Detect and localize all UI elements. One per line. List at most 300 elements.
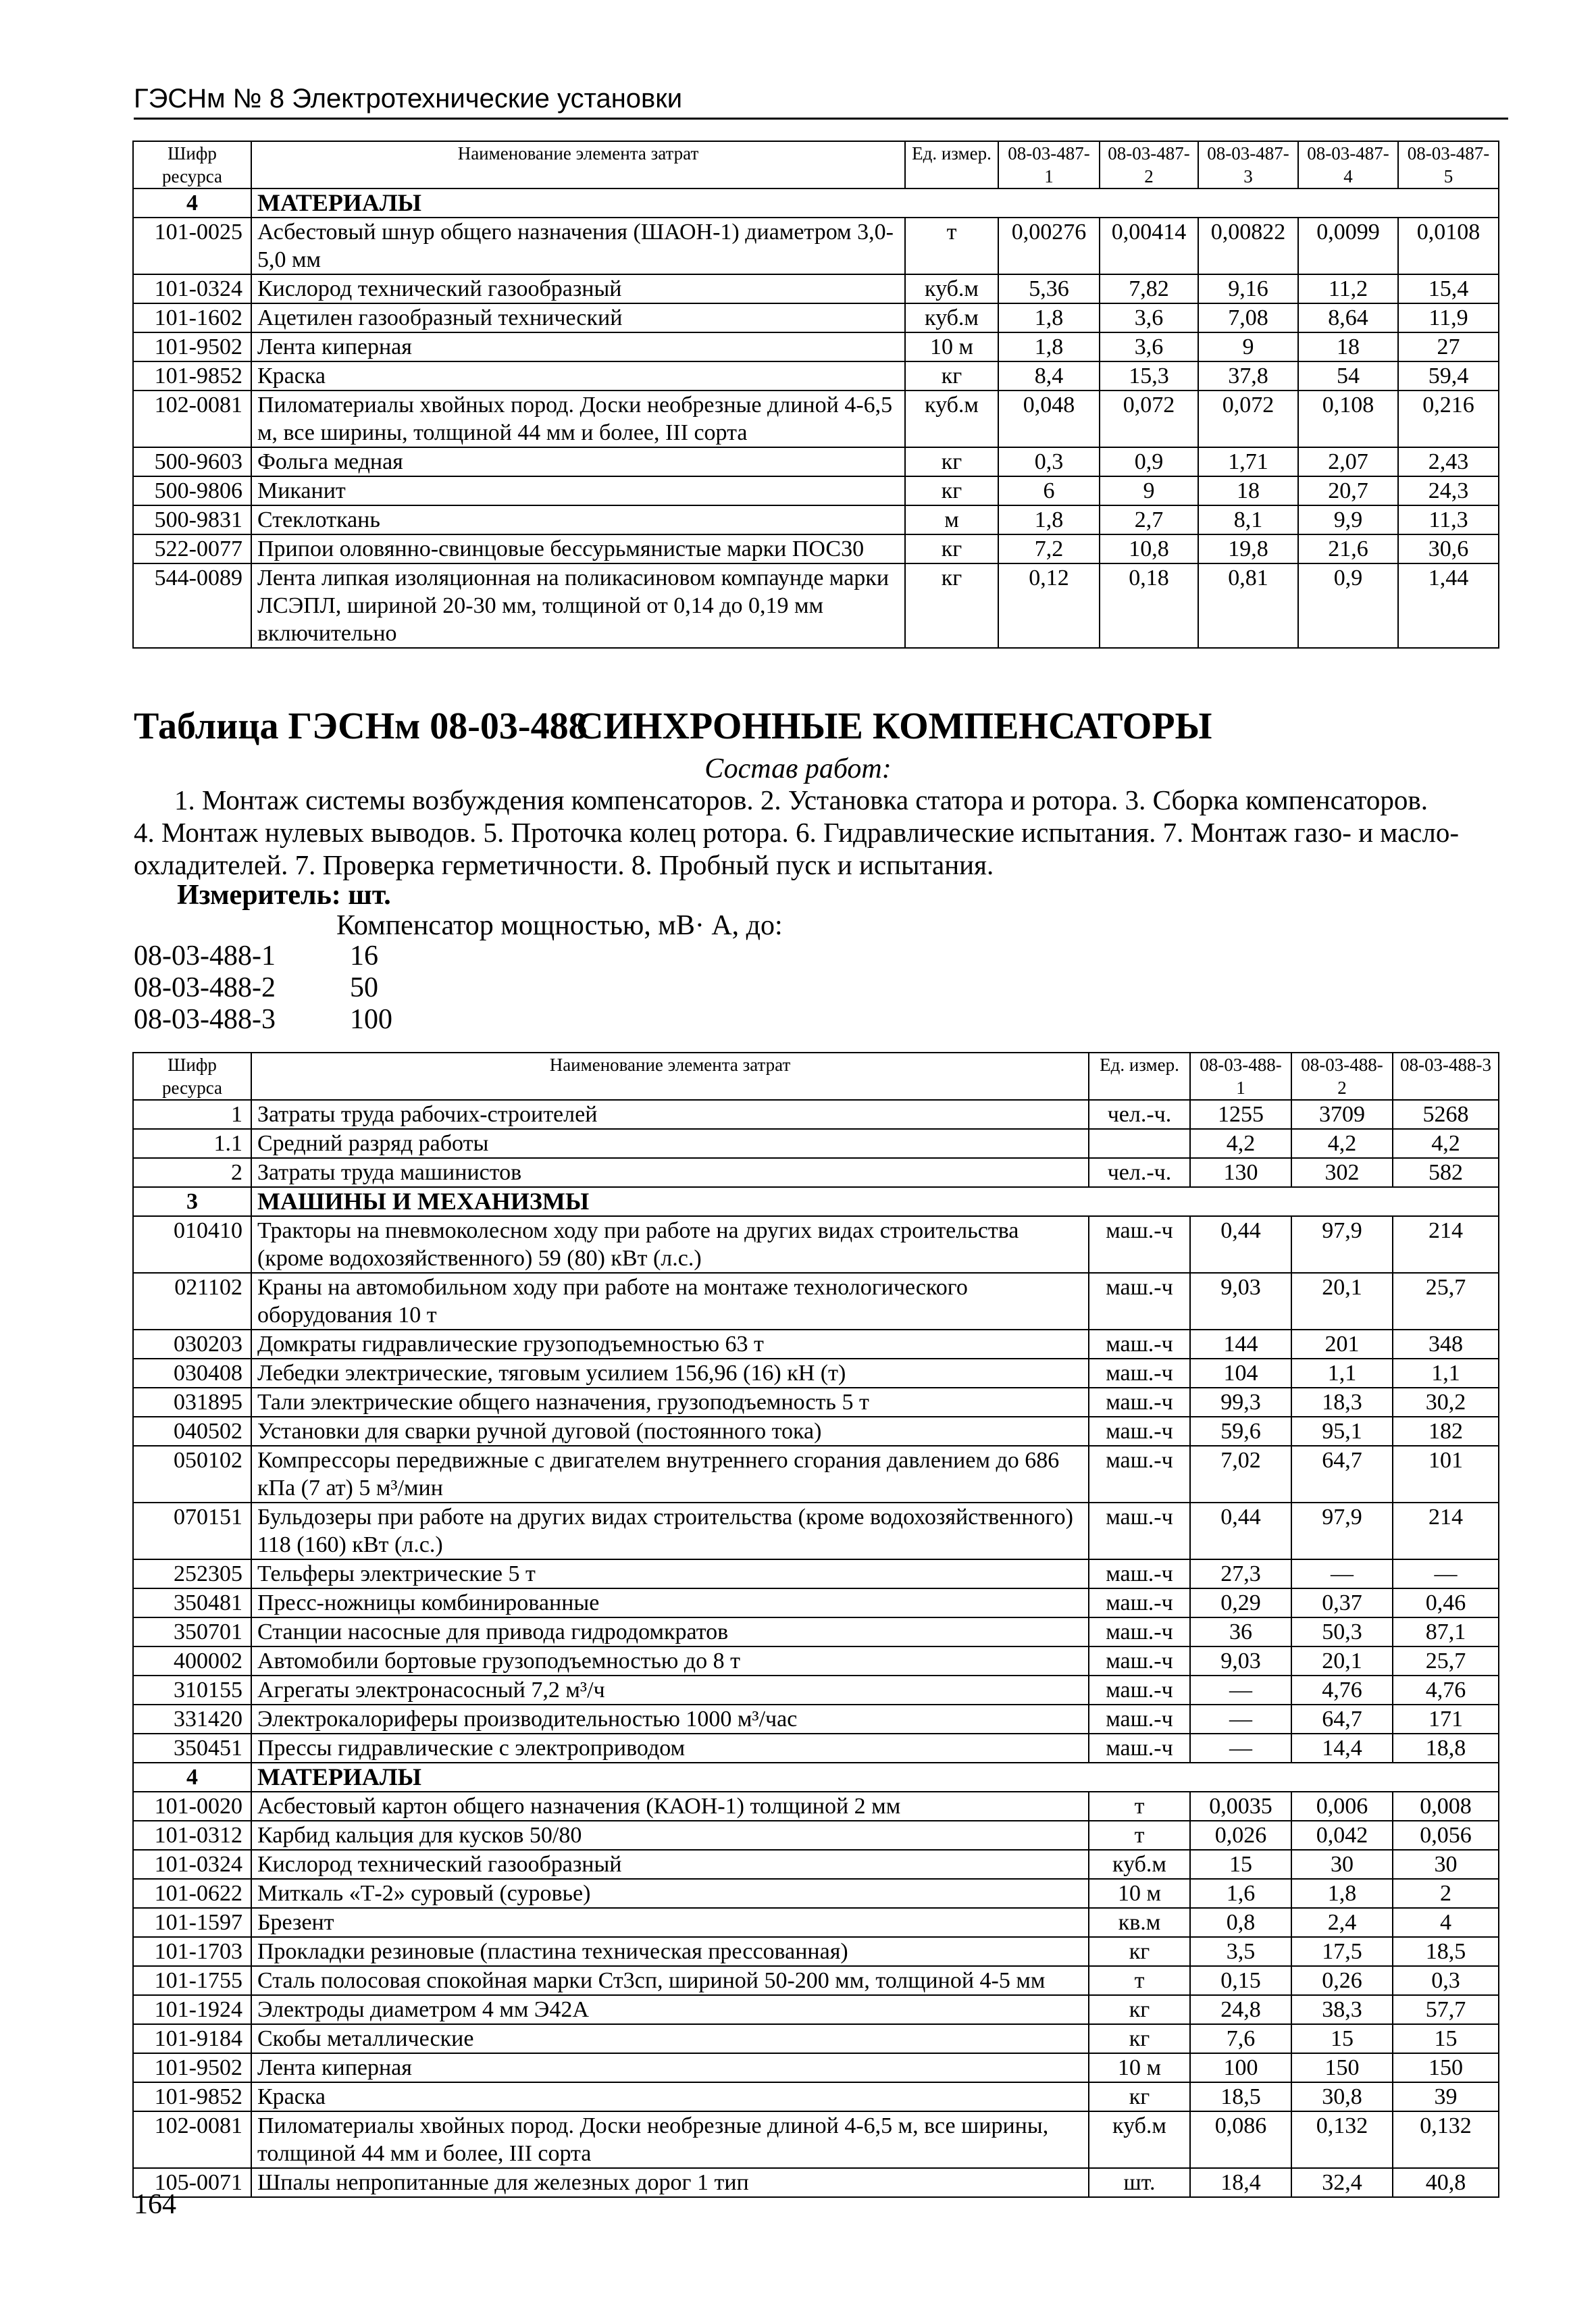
value-cell: 21,6 — [1298, 534, 1398, 563]
table-header-row — [133, 141, 1499, 188]
resource-name: Фольга медная — [251, 447, 905, 476]
value-cell: 19,8 — [1198, 534, 1298, 563]
table-row — [133, 1995, 1499, 2024]
work-line: 4. Монтаж нулевых выводов. 5. Проточка колец ротора. 6. Гидравлические испытания. 7. Монтаж газо- и масло- — [134, 817, 1459, 848]
resource-code: 101-0324 — [133, 274, 251, 303]
value-cell: 0,00414 — [1100, 218, 1198, 274]
resource-code: 2 — [133, 1158, 251, 1187]
value-cell: 9,03 — [1190, 1646, 1291, 1676]
unit: т — [1089, 1821, 1190, 1850]
value-cell: 130 — [1190, 1158, 1291, 1187]
table-row — [133, 1417, 1499, 1446]
resource-code: 030203 — [133, 1330, 251, 1359]
resource-code: 1 — [133, 1100, 251, 1129]
resource-name: Домкраты гидравлические грузоподъемностью 63 т — [251, 1330, 1089, 1359]
work-composition-title: Состав работ: — [704, 753, 892, 784]
resource-name: Асбестовый картон общего назначения (КАОН-1) толщиной 2 мм — [251, 1792, 1089, 1821]
table-row — [133, 391, 1499, 447]
value-cell: 95,1 — [1291, 1417, 1393, 1446]
resource-code: 350701 — [133, 1617, 251, 1646]
value-cell: 3709 — [1291, 1100, 1393, 1129]
unit: куб.м — [905, 303, 998, 332]
value-cell: 2,07 — [1298, 447, 1398, 476]
value-cell: 18 — [1298, 332, 1398, 361]
unit: маш.-ч — [1089, 1417, 1190, 1446]
resource-code: 252305 — [133, 1559, 251, 1588]
resource-code: 400002 — [133, 1646, 251, 1676]
value-cell: 18,8 — [1393, 1734, 1499, 1763]
resource-code: 101-1755 — [133, 1966, 251, 1995]
value-cell: 5268 — [1393, 1100, 1499, 1129]
resource-code: 310155 — [133, 1676, 251, 1705]
value-cell: 0,8 — [1190, 1908, 1291, 1937]
resource-name: Затраты труда рабочих-строителей — [251, 1100, 1089, 1129]
table-row — [133, 1559, 1499, 1588]
value-cell: 1,8 — [998, 505, 1100, 534]
resource-name: Припои оловянно-свинцовые бессурьмянистые марки ПОС30 — [251, 534, 905, 563]
value-cell: 15,3 — [1100, 361, 1198, 391]
value-cell: — — [1393, 1559, 1499, 1588]
header-col-2: 08-03-488-2 — [1291, 1053, 1393, 1100]
header-col-4: 08-03-487-4 — [1298, 141, 1398, 188]
resource-code: 350451 — [133, 1734, 251, 1763]
value-cell: 18,3 — [1291, 1388, 1393, 1417]
value-cell: 30,8 — [1291, 2082, 1393, 2111]
value-cell: 0,072 — [1100, 391, 1198, 447]
resource-name: Пиломатериалы хвойных пород. Доски необрезные длиной 4-6,5 м, все ширины, толщиной 44 мм и более, III сорта — [251, 2111, 1089, 2168]
table-row — [133, 1273, 1499, 1330]
resource-code: 101-9184 — [133, 2024, 251, 2053]
resource-name: Лебедки электрические, тяговым усилием 156,96 (16) кН (т) — [251, 1359, 1089, 1388]
variant-value: 16 — [350, 940, 378, 972]
variant-value: 100 — [350, 1004, 392, 1035]
value-cell: 0,18 — [1100, 563, 1198, 648]
header-col-1: 08-03-487-1 — [998, 141, 1100, 188]
table-name: СИНХРОННЫЕ КОМПЕНСАТОРЫ — [576, 705, 1212, 747]
value-cell: 2,7 — [1100, 505, 1198, 534]
resource-code: 070151 — [133, 1503, 251, 1559]
header-col-1: 08-03-488-1 — [1190, 1053, 1291, 1100]
resource-code: 010410 — [133, 1216, 251, 1273]
resource-code: 500-9831 — [133, 505, 251, 534]
value-cell: 50,3 — [1291, 1617, 1393, 1646]
table-row — [133, 1821, 1499, 1850]
value-cell: 15,4 — [1398, 274, 1499, 303]
section-number: 4 — [133, 188, 251, 218]
unit: маш.-ч — [1089, 1330, 1190, 1359]
unit: маш.-ч — [1089, 1359, 1190, 1388]
variant-code: 08-03-488-3 — [134, 1004, 276, 1035]
unit: кв.м — [1089, 1908, 1190, 1937]
unit: куб.м — [905, 391, 998, 447]
value-cell: 0,056 — [1393, 1821, 1499, 1850]
value-cell: 0,008 — [1393, 1792, 1499, 1821]
value-cell: 0,15 — [1190, 1966, 1291, 1995]
value-cell: 32,4 — [1291, 2168, 1393, 2197]
table-row — [133, 476, 1499, 505]
work-line: охладителей. 7. Проверка герметичности. 8. Пробный пуск и испытания. — [134, 849, 994, 880]
value-cell: 37,8 — [1198, 361, 1298, 391]
table-row — [133, 2082, 1499, 2111]
section-number: 4 — [133, 1763, 251, 1792]
resource-code: 101-0622 — [133, 1879, 251, 1908]
section-title: МАТЕРИАЛЫ — [251, 1763, 1499, 1792]
unit: куб.м — [905, 274, 998, 303]
unit: м — [905, 505, 998, 534]
value-cell: 57,7 — [1393, 1995, 1499, 2024]
unit: 10 м — [1089, 2053, 1190, 2082]
unit: куб.м — [1089, 2111, 1190, 2168]
value-cell: 25,7 — [1393, 1273, 1499, 1330]
value-cell: 0,006 — [1291, 1792, 1393, 1821]
unit: т — [905, 218, 998, 274]
value-cell: 0,132 — [1291, 2111, 1393, 2168]
unit: чел.-ч. — [1089, 1158, 1190, 1187]
value-cell: 3,6 — [1100, 303, 1198, 332]
resource-name: Агрегаты электронасосный 7,2 м³/ч — [251, 1676, 1089, 1705]
resource-name: Стеклоткань — [251, 505, 905, 534]
value-cell: 5,36 — [998, 274, 1100, 303]
table-row — [133, 1908, 1499, 1937]
value-cell: 150 — [1393, 2053, 1499, 2082]
table-row — [133, 1676, 1499, 1705]
resource-name: Брезент — [251, 1908, 1089, 1937]
resource-name: Лента киперная — [251, 2053, 1089, 2082]
value-cell: 4,2 — [1393, 1129, 1499, 1158]
value-cell: 20,1 — [1291, 1646, 1393, 1676]
resource-name: Миканит — [251, 476, 905, 505]
unit: т — [1089, 1966, 1190, 1995]
resource-code: 101-1597 — [133, 1908, 251, 1937]
value-cell: 1,1 — [1291, 1359, 1393, 1388]
value-cell: 9,03 — [1190, 1273, 1291, 1330]
header-code: Шифр ресурса — [133, 1053, 251, 1100]
table-row — [133, 2111, 1499, 2168]
value-cell: 2,43 — [1398, 447, 1499, 476]
value-cell: 1,44 — [1398, 563, 1499, 648]
table-row — [133, 303, 1499, 332]
value-cell: 0,26 — [1291, 1966, 1393, 1995]
table-title — [134, 703, 1212, 750]
table-row — [133, 1705, 1499, 1734]
table-row — [133, 534, 1499, 563]
resource-code: 102-0081 — [133, 2111, 251, 2168]
resource-name: Кислород технический газообразный — [251, 274, 905, 303]
unit: маш.-ч — [1089, 1676, 1190, 1705]
value-cell: 27,3 — [1190, 1559, 1291, 1588]
value-cell: 24,8 — [1190, 1995, 1291, 2024]
table-row — [133, 1792, 1499, 1821]
value-cell: 8,4 — [998, 361, 1100, 391]
variant-code: 08-03-488-2 — [134, 972, 276, 1003]
unit: 10 м — [905, 332, 998, 361]
unit: чел.-ч. — [1089, 1100, 1190, 1129]
value-cell: 0,9 — [1100, 447, 1198, 476]
unit: кг — [1089, 2082, 1190, 2111]
value-cell: 0,216 — [1398, 391, 1499, 447]
variant-row — [134, 1003, 392, 1036]
value-cell: 201 — [1291, 1330, 1393, 1359]
value-cell: 104 — [1190, 1359, 1291, 1388]
value-cell: 7,08 — [1198, 303, 1298, 332]
unit: маш.-ч — [1089, 1588, 1190, 1617]
value-cell: 39 — [1393, 2082, 1499, 2111]
table-row — [133, 1588, 1499, 1617]
value-cell: 0,44 — [1190, 1216, 1291, 1273]
value-cell: 7,2 — [998, 534, 1100, 563]
value-cell: 2 — [1393, 1879, 1499, 1908]
value-cell: 101 — [1393, 1446, 1499, 1503]
resource-code: 101-0324 — [133, 1850, 251, 1879]
value-cell: 59,4 — [1398, 361, 1499, 391]
table-row — [133, 505, 1499, 534]
value-cell: 0,048 — [998, 391, 1100, 447]
value-cell: 64,7 — [1291, 1705, 1393, 1734]
unit: маш.-ч — [1089, 1273, 1190, 1330]
value-cell: 171 — [1393, 1705, 1499, 1734]
materials-table-487 — [132, 141, 1499, 649]
table-header-row — [133, 1053, 1499, 1100]
unit: кг — [1089, 1995, 1190, 2024]
value-cell: 0,3 — [998, 447, 1100, 476]
header-col-3: 08-03-487-3 — [1198, 141, 1298, 188]
resource-code: 101-1924 — [133, 1995, 251, 2024]
table-row — [133, 274, 1499, 303]
resource-code: 544-0089 — [133, 563, 251, 648]
unit: маш.-ч — [1089, 1705, 1190, 1734]
meter-label: Измеритель: шт. — [177, 880, 391, 911]
resource-name: Лента киперная — [251, 332, 905, 361]
header-code: Шифр ресурса — [133, 141, 251, 188]
value-cell: 20,1 — [1291, 1273, 1393, 1330]
table-row — [133, 1503, 1499, 1559]
value-cell: 17,5 — [1291, 1937, 1393, 1966]
value-cell: 0,37 — [1291, 1588, 1393, 1617]
unit: маш.-ч — [1089, 1388, 1190, 1417]
value-cell: 24,3 — [1398, 476, 1499, 505]
resource-code: 021102 — [133, 1273, 251, 1330]
value-cell: 97,9 — [1291, 1503, 1393, 1559]
resource-name: Средний разряд работы — [251, 1129, 1089, 1158]
resource-name: Бульдозеры при работе на других видах строительства (кроме водохозяйственного) 118 (160) кВт (л.с.) — [251, 1503, 1089, 1559]
value-cell: 0,00822 — [1198, 218, 1298, 274]
value-cell: 0,12 — [998, 563, 1100, 648]
value-cell: 144 — [1190, 1330, 1291, 1359]
value-cell: 30 — [1291, 1850, 1393, 1879]
unit: кг — [905, 534, 998, 563]
value-cell: 11,3 — [1398, 505, 1499, 534]
value-cell: 9 — [1198, 332, 1298, 361]
resource-name: Установки для сварки ручной дуговой (постоянного тока) — [251, 1417, 1089, 1446]
resource-code: 101-9852 — [133, 361, 251, 391]
table-row — [133, 1734, 1499, 1763]
resource-name: Шпалы непропитанные для железных дорог 1 тип — [251, 2168, 1089, 2197]
value-cell: 2,4 — [1291, 1908, 1393, 1937]
value-cell: 30,6 — [1398, 534, 1499, 563]
value-cell: 150 — [1291, 2053, 1393, 2082]
value-cell: 40,8 — [1393, 2168, 1499, 2197]
unit: маш.-ч — [1089, 1503, 1190, 1559]
table-row — [133, 1388, 1499, 1417]
value-cell: 59,6 — [1190, 1417, 1291, 1446]
resource-code: 101-9502 — [133, 2053, 251, 2082]
unit: маш.-ч — [1089, 1646, 1190, 1676]
resources-table-488 — [132, 1052, 1499, 2198]
value-cell: 30,2 — [1393, 1388, 1499, 1417]
value-cell: 582 — [1393, 1158, 1499, 1187]
value-cell: 1,1 — [1393, 1359, 1499, 1388]
resource-name: Лента липкая изоляционная на поликасиновом компаунде марки ЛСЭПЛ, шириной 20-30 мм, толщиной от 0,14 до 0,19 мм включительно — [251, 563, 905, 648]
variant-code: 08-03-488-1 — [134, 940, 276, 972]
resource-name: Прессы гидравлические с электроприводом — [251, 1734, 1089, 1763]
value-cell: 0,46 — [1393, 1588, 1499, 1617]
resource-name: Автомобили бортовые грузоподъемностью до 8 т — [251, 1646, 1089, 1676]
value-cell: 36 — [1190, 1617, 1291, 1646]
value-cell: 214 — [1393, 1216, 1499, 1273]
table-row — [133, 1446, 1499, 1503]
resource-name: Тельферы электрические 5 т — [251, 1559, 1089, 1588]
resource-name: Кислород технический газообразный — [251, 1850, 1089, 1879]
table-code: Таблица ГЭСНм 08-03-488 — [134, 705, 588, 747]
value-cell: 99,3 — [1190, 1388, 1291, 1417]
table-row — [133, 2168, 1499, 2197]
unit: кг — [1089, 2024, 1190, 2053]
resource-code: 101-0312 — [133, 1821, 251, 1850]
table-row — [133, 447, 1499, 476]
resource-name: Затраты труда машинистов — [251, 1158, 1089, 1187]
header-unit: Ед. измер. — [905, 141, 998, 188]
resource-name: Электрокалориферы производительностью 1000 м³/час — [251, 1705, 1089, 1734]
unit: маш.-ч — [1089, 1559, 1190, 1588]
section-title: МАТЕРИАЛЫ — [251, 188, 1499, 218]
value-cell: 64,7 — [1291, 1446, 1393, 1503]
header-col-3: 08-03-488-3 — [1393, 1053, 1499, 1100]
resource-name: Краны на автомобильном ходу при работе на монтаже технологического оборудования 10 т — [251, 1273, 1089, 1330]
value-cell: 0,44 — [1190, 1503, 1291, 1559]
resource-name: Краска — [251, 361, 905, 391]
unit: маш.-ч — [1089, 1446, 1190, 1503]
table-row — [133, 563, 1499, 648]
table-row — [133, 1879, 1499, 1908]
value-cell: 9 — [1100, 476, 1198, 505]
value-cell: 6 — [998, 476, 1100, 505]
table-row — [133, 332, 1499, 361]
value-cell: 3,6 — [1100, 332, 1198, 361]
value-cell: 0,00276 — [998, 218, 1100, 274]
value-cell: 1,8 — [998, 332, 1100, 361]
resource-code: 101-1602 — [133, 303, 251, 332]
value-cell: 1,8 — [1291, 1879, 1393, 1908]
resource-name: Сталь полосовая спокойная марки Ст3сп, шириной 50-200 мм, толщиной 4-5 мм — [251, 1966, 1089, 1995]
header-col-5: 08-03-487-5 — [1398, 141, 1499, 188]
table-row — [133, 1100, 1499, 1129]
resource-code: 101-0020 — [133, 1792, 251, 1821]
table-row — [133, 1617, 1499, 1646]
value-cell: 182 — [1393, 1417, 1499, 1446]
value-cell: 4 — [1393, 1908, 1499, 1937]
resource-code: 500-9806 — [133, 476, 251, 505]
resource-name: Электроды диаметром 4 мм Э42А — [251, 1995, 1089, 2024]
unit: куб.м — [1089, 1850, 1190, 1879]
resource-name: Компрессоры передвижные с двигателем внутреннего сгорания давлением до 686 кПа (7 ат) 5 м³/мин — [251, 1446, 1089, 1503]
resource-name: Миткаль «Т-2» суровый (суровье) — [251, 1879, 1089, 1908]
unit: маш.-ч — [1089, 1617, 1190, 1646]
value-cell: 0,072 — [1198, 391, 1298, 447]
resource-code: 101-9502 — [133, 332, 251, 361]
value-cell: 18,5 — [1393, 1937, 1499, 1966]
resource-name: Тракторы на пневмоколесном ходу при работе на других видах строительства (кроме водохозяйственного) 59 (80) кВт (л.с.) — [251, 1216, 1089, 1273]
resource-code: 101-1703 — [133, 1937, 251, 1966]
value-cell: 0,3 — [1393, 1966, 1499, 1995]
resource-name: Пиломатериалы хвойных пород. Доски необрезные длиной 4-6,5 м, все ширины, толщиной 44 мм и более, III сорта — [251, 391, 905, 447]
compensator-label: Компенсатор мощностью, мВ· А, до: — [336, 910, 783, 941]
table-row — [133, 361, 1499, 391]
section-row — [133, 188, 1499, 218]
value-cell: 11,9 — [1398, 303, 1499, 332]
resource-name: Станции насосные для привода гидродомкратов — [251, 1617, 1089, 1646]
unit: кг — [905, 447, 998, 476]
resource-code: 050102 — [133, 1446, 251, 1503]
work-composition-text — [134, 784, 1499, 881]
value-cell: 1,8 — [998, 303, 1100, 332]
value-cell: 0,026 — [1190, 1821, 1291, 1850]
value-cell: 27 — [1398, 332, 1499, 361]
table-row — [133, 1646, 1499, 1676]
resource-name: Карбид кальция для кусков 50/80 — [251, 1821, 1089, 1850]
unit: т — [1089, 1792, 1190, 1821]
value-cell: — — [1190, 1734, 1291, 1763]
unit: шт. — [1089, 2168, 1190, 2197]
value-cell: 8,1 — [1198, 505, 1298, 534]
resource-code: 030408 — [133, 1359, 251, 1388]
value-cell: 1,71 — [1198, 447, 1298, 476]
value-cell: 0,81 — [1198, 563, 1298, 648]
resource-code: 1.1 — [133, 1129, 251, 1158]
resource-code: 500-9603 — [133, 447, 251, 476]
unit: кг — [1089, 1937, 1190, 1966]
value-cell: 7,82 — [1100, 274, 1198, 303]
resource-name: Прокладки резиновые (пластина техническая прессованная) — [251, 1937, 1089, 1966]
value-cell: 20,7 — [1298, 476, 1398, 505]
section-title: МАШИНЫ И МЕХАНИЗМЫ — [251, 1187, 1499, 1216]
value-cell: 15 — [1190, 1850, 1291, 1879]
page-number: 164 — [134, 2189, 176, 2220]
table-row — [133, 1850, 1499, 1879]
value-cell: 1,6 — [1190, 1879, 1291, 1908]
unit: кг — [905, 476, 998, 505]
unit: кг — [905, 361, 998, 391]
variant-row — [134, 971, 378, 1005]
value-cell: 0,0099 — [1298, 218, 1398, 274]
table-row — [133, 1966, 1499, 1995]
value-cell: 38,3 — [1291, 1995, 1393, 2024]
value-cell: 0,29 — [1190, 1588, 1291, 1617]
value-cell: 0,0108 — [1398, 218, 1499, 274]
value-cell: 348 — [1393, 1330, 1499, 1359]
table-row — [133, 1216, 1499, 1273]
table-row — [133, 1129, 1499, 1158]
header-name: Наименование элемента затрат — [251, 1053, 1089, 1100]
section-row — [133, 1763, 1499, 1792]
value-cell: 9,16 — [1198, 274, 1298, 303]
running-header: ГЭСНм № 8 Электротехнические установки — [134, 80, 1508, 120]
unit: маш.-ч — [1089, 1216, 1190, 1273]
table-row — [133, 1937, 1499, 1966]
value-cell: 0,042 — [1291, 1821, 1393, 1850]
resource-code: 522-0077 — [133, 534, 251, 563]
value-cell: 4,2 — [1291, 1129, 1393, 1158]
header-name: Наименование элемента затрат — [251, 141, 905, 188]
